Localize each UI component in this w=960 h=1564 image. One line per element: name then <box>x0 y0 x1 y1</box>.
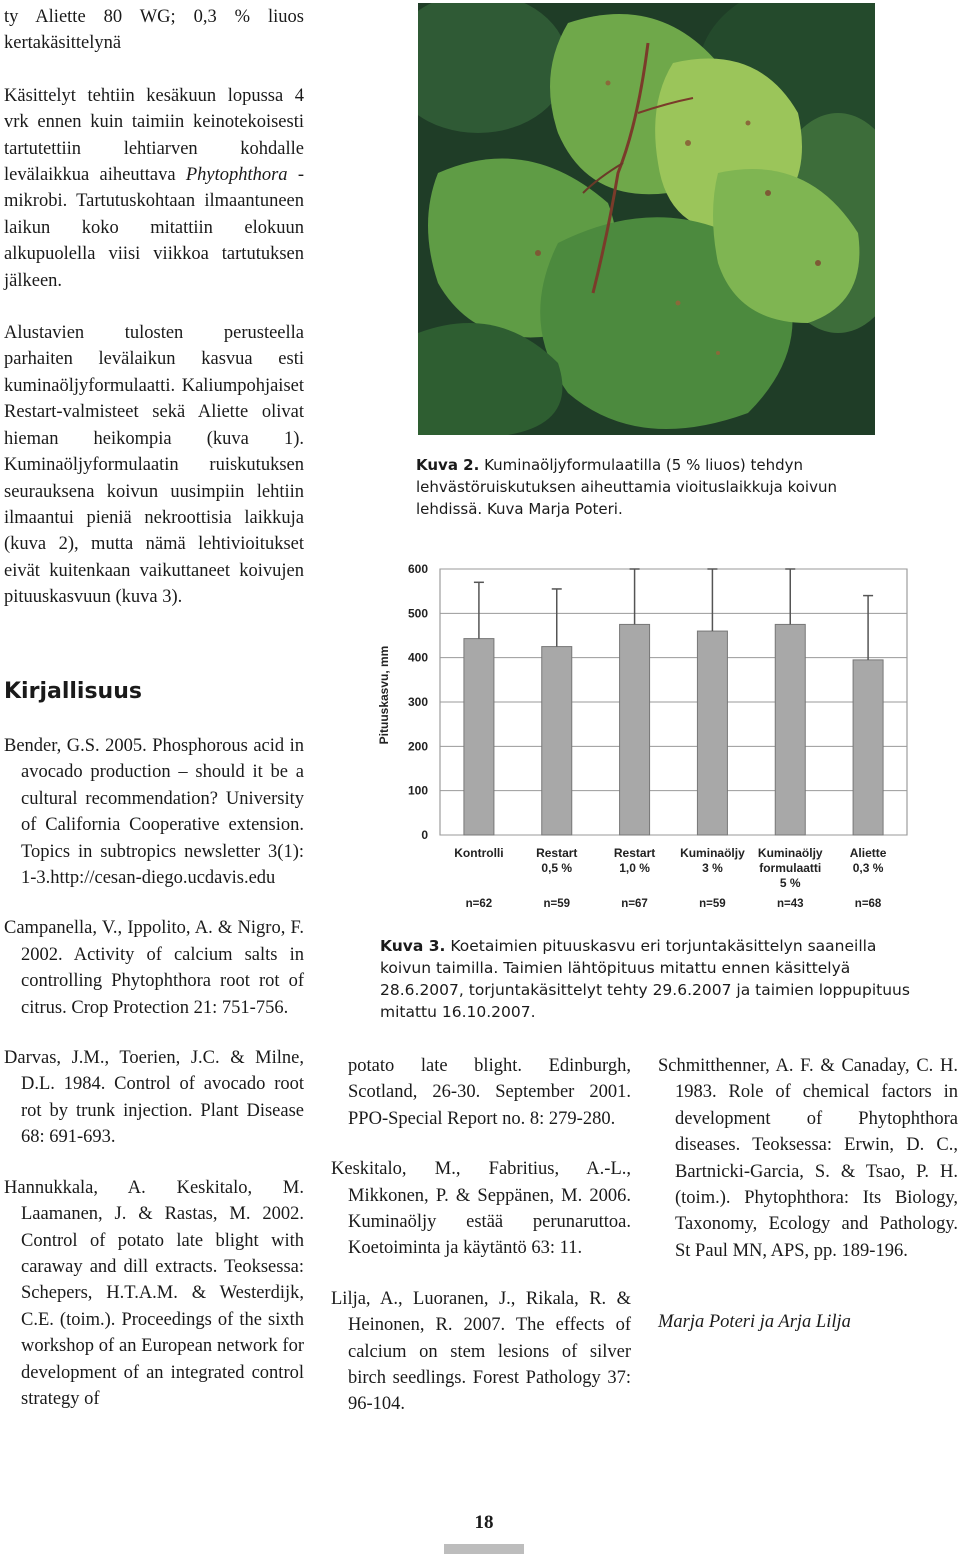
references-middle <box>331 1053 631 1418</box>
references-left <box>4 733 304 1412</box>
page-number: 18 <box>474 1512 494 1533</box>
y-tick-label: 400 <box>407 650 428 665</box>
photo-caption <box>416 454 878 520</box>
x-tick-label: 0,5 % <box>541 861 573 875</box>
x-tick-label: Aliette <box>849 846 887 860</box>
reference-item: Schmitthenner, A. F. & Canaday, C. H. 1983. Role of chemical factors in development of Phytophthora diseases. Teoksessa: Erwin, D. C., Bartnicki-Garcia, S. & Tsao, P. H. (toim.). Phytophthora: Its Biology, Taxonomy, Ecology and Pathology. St Paul MN, APS, pp. 189-196. <box>658 1056 958 1261</box>
reference-item: Lilja, A., Luoranen, J., Rikala, R. & Heinonen, R. 2007. The effects of calcium on stem lesions of silver birch seedlings. Forest Pathology 37: 96-104. <box>331 1288 631 1415</box>
chart-caption <box>380 935 920 1023</box>
x-tick-label: Restart <box>613 846 656 860</box>
bar <box>775 624 805 835</box>
references-right <box>658 1053 958 1333</box>
x-tick-label: Kontrolli <box>454 846 504 860</box>
caption-text: Kuminaöljyformulaatilla (5 % liuos) tehdyn lehvästöruiskutuksen aiheuttamia vioituslaikkuja koivun lehdissä. Kuva Marja Poteri. <box>416 456 837 518</box>
x-tick-label: 0,3 % <box>852 861 884 875</box>
y-tick-label: 100 <box>407 783 428 798</box>
bar <box>620 624 650 835</box>
reference-item: Keskitalo, M., Fabritius, A.-L., Mikkonen, P. & Seppänen, M. 2006. Kuminaöljy estää perunaruttoa. Koetoiminta ja käytäntö 63: 11. <box>331 1159 631 1259</box>
sample-size-label: n=43 <box>776 898 804 910</box>
paragraph-results: Alustavien tulosten perusteella parhaiten levälaikun kasvua esti kuminaöljyformulaatti. Kaliumpohjaiset Restart-valmisteet sekä Aliette olivat hieman heikompia (kuva 1). Kuminaöljyformulaatin ruiskutuksen seurauksena koivun uusimpiin lehtiin ilmaantui pieniä nekroottisia laikkuja (kuva 2), mutta nämä lehtivioitukset eivät kuitenkaan vaikuttaneet koivujen pituuskasvuun (kuva 3). <box>4 323 304 608</box>
birch-leaves-photo <box>418 3 875 435</box>
bar <box>542 647 572 835</box>
paragraph-methods: Käsittelyt tehtiin kesäkuun lopussa 4 vrk ennen kuin taimiin keinotekoisesti tartutettiin lehtiarven kohdalle levälaikkua aiheuttava Phytophthora -mikrobi. Tartutuskohtaan ilmaantuneen laikun koko mitattiin elokuun alkupuolella viisi viikkoa tartutuksen jälkeen. <box>4 85 304 291</box>
bar <box>853 660 883 835</box>
y-tick-label: 200 <box>407 739 428 754</box>
reference-item: Campanella, V., Ippolito, A. & Nigro, F. 2002. Activity of calcium salts in controlling Phytophthora root rot of citrus. Crop Protection 21: 751-756. <box>4 918 304 1018</box>
x-tick-label: 3 % <box>702 861 723 875</box>
chart-svg <box>372 555 912 915</box>
paragraph-treatment-end: ty Aliette 80 WG; 0,3 % liuos kertakäsittelynä <box>4 7 304 54</box>
x-tick-label: 5 % <box>779 876 801 890</box>
reference-item: Bender, G.S. 2005. Phosphorous acid in avocado production – should it be a cultural recommendation? University of California Cooperative extension. Topics in subtropics newsletter 3(1): 1-3.http://cesan-diego.ucdavis.edu <box>4 736 304 889</box>
y-axis-label: Pituuskasvu, mm <box>377 645 391 745</box>
reference-item: Darvas, J.M., Toerien, J.C. & Milne, D.L. 1984. Control of avocado root rot by trunk injection. Plant Disease 68: 691-693. <box>4 1048 304 1148</box>
bar <box>464 639 494 835</box>
x-tick-label: Restart <box>536 846 578 860</box>
x-tick-label: Kuminaöljy <box>757 846 823 860</box>
reference-item: potato late blight. Edinburgh, Scotland, 26-30. September 2001. PPO-Special Report no. 8: 279-280. <box>348 1056 631 1129</box>
x-tick-label: 1,0 % <box>619 861 650 875</box>
references-heading: Kirjallisuus <box>4 679 142 704</box>
sample-size-label: n=59 <box>699 898 726 910</box>
x-tick-label: formulaatti <box>759 861 822 875</box>
y-tick-label: 0 <box>421 828 428 842</box>
y-tick-label: 500 <box>407 606 428 621</box>
y-tick-label: 600 <box>407 562 428 576</box>
x-tick-label: Kuminaöljy <box>680 846 745 860</box>
caption-text: Koetaimien pituuskasvu eri torjuntakäsittelyn saaneilla koivun taimilla. Taimien lähtöpituus mitattu ennen käsittelyä 28.6.2007, torjuntakäsittelyt tehty 29.6.2007 ja taimien loppupituus mitattu 16.10.2007. <box>380 937 910 1021</box>
sample-size-label: n=62 <box>465 898 493 910</box>
growth-bar-chart <box>372 555 912 915</box>
y-tick-label: 300 <box>407 695 428 709</box>
bar <box>697 631 727 835</box>
sample-size-label: n=67 <box>621 898 648 910</box>
author-signature: Marja Poteri ja Arja Lilja <box>658 1312 851 1333</box>
reference-item: Hannukkala, A. Keskitalo, M. Laamanen, J. & Rastas, M. 2002. Control of potato late blight with caraway and dill extracts. Teoksessa: Schepers, H.T.A.M. & Westerdijk, C.E. (toim.). Proceedings of the sixth workshop of an European network for development of an integrated control strategy of <box>4 1177 304 1409</box>
sample-size-label: n=59 <box>543 898 571 910</box>
caption-label: Kuva 3. <box>380 937 446 955</box>
sample-size-label: n=68 <box>854 898 882 910</box>
page-number-bar <box>444 1544 524 1554</box>
leaf-photo-illustration <box>418 3 875 435</box>
caption-label: Kuva 2. <box>416 456 480 474</box>
left-column <box>4 4 304 611</box>
